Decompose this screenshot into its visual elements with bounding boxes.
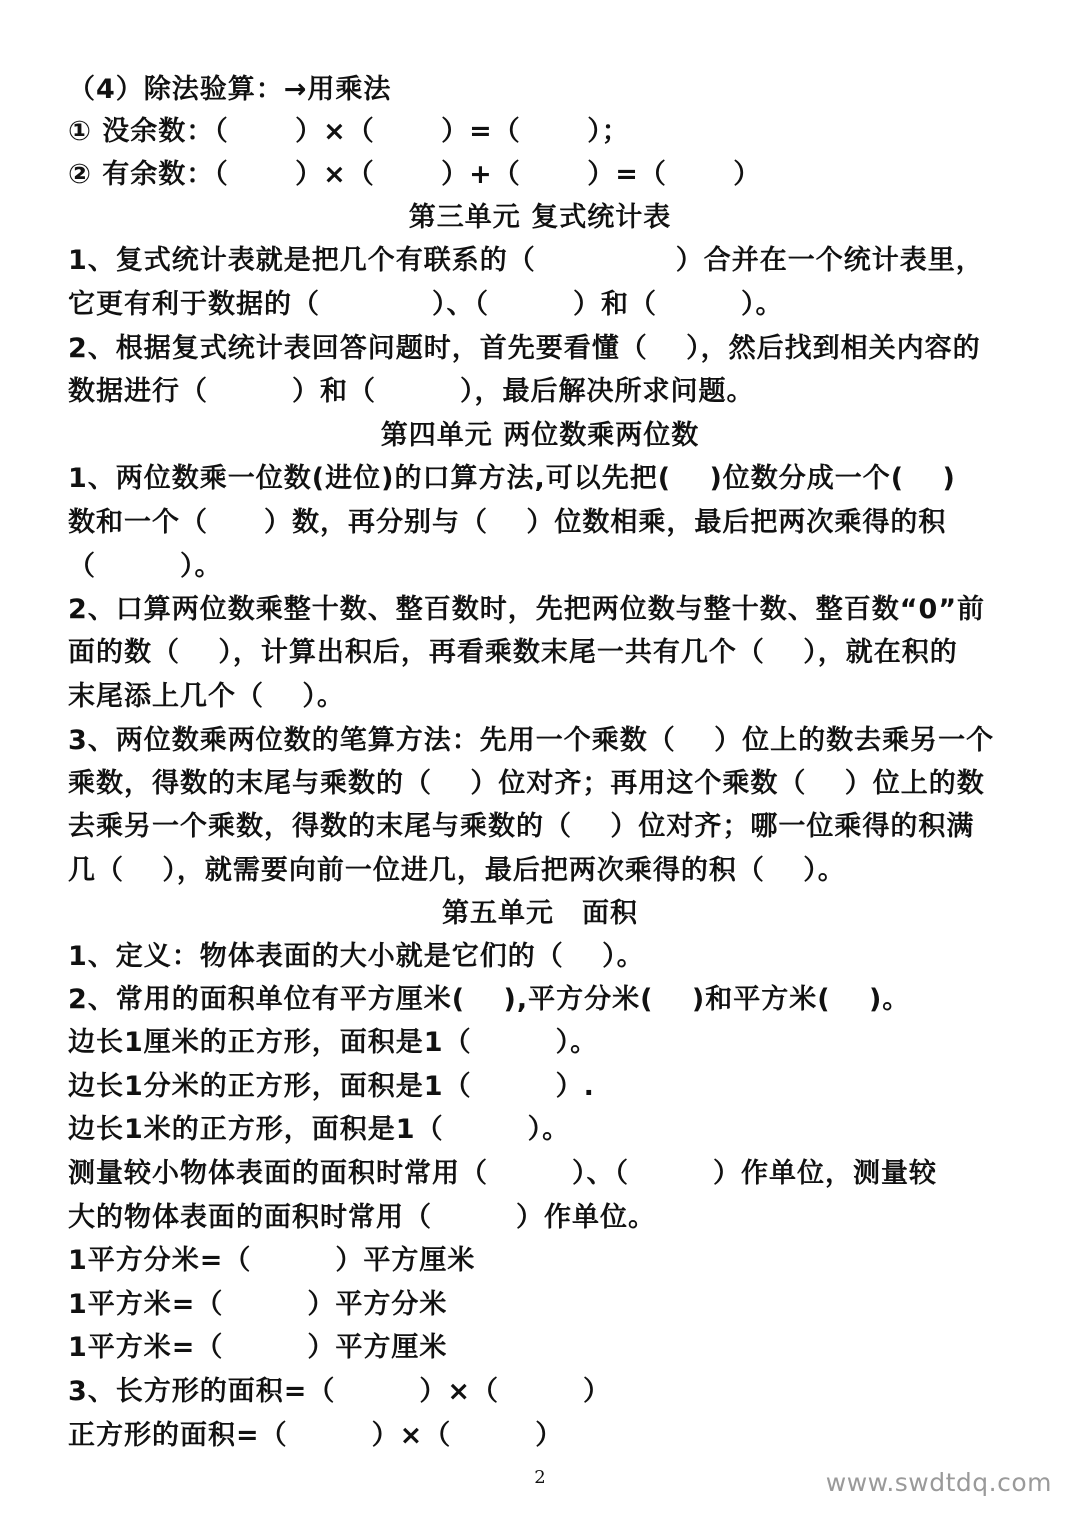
text-line: 1平方米=（ ）平方分米 bbox=[68, 1289, 448, 1320]
text-line: 3、长方形的面积=（ ）×（ ） bbox=[68, 1376, 612, 1407]
text-line: 测量较小物体表面的面积时常用（ ）、（ ）作单位，测量较 bbox=[68, 1158, 937, 1189]
text-line: 几（ ），就需要向前一位进几，最后把两次乘得的积（ ）。 bbox=[68, 855, 846, 886]
section-heading: 第三单元 复式统计表 bbox=[408, 202, 672, 233]
text-line: 末尾添上几个（ ）。 bbox=[68, 681, 345, 712]
text-line: 去乘另一个乘数，得数的末尾与乘数的（ ）位对齐；哪一位乘得的积满 bbox=[68, 811, 975, 842]
watermark: www.swdtdq.com bbox=[825, 1468, 1052, 1497]
text-line: 1、复式统计表就是把几个有联系的（ ）合并在一个统计表里， bbox=[68, 245, 984, 276]
page-number: 2 bbox=[534, 1467, 546, 1488]
text-line: 2、根据复式统计表回答问题时，首先要看懂（ ），然后找到相关内容的 bbox=[68, 333, 981, 364]
text-line: 1、定义：物体表面的大小就是它们的（ ）。 bbox=[68, 941, 645, 972]
text-line: ② 有余数：（ ）×（ ）+（ ）=（ ） bbox=[68, 159, 762, 190]
text-line: 2、口算两位数乘整十数、整百数时，先把两位数与整十数、整百数“0”前 bbox=[68, 594, 986, 625]
text-line: （4）除法验算：→用乘法 bbox=[68, 74, 392, 105]
text-line: 边长1米的正方形，面积是1（ ）。 bbox=[68, 1114, 571, 1145]
text-line: 1平方分米=（ ）平方厘米 bbox=[68, 1245, 476, 1276]
text-line: 大的物体表面的面积时常用（ ）作单位。 bbox=[68, 1202, 656, 1233]
text-line: 边长1厘米的正方形，面积是1（ ）。 bbox=[68, 1027, 599, 1058]
text-line: 乘数，得数的末尾与乘数的（ ）位对齐；再用这个乘数（ ）位上的数 bbox=[68, 768, 985, 799]
text-line: 3、两位数乘两位数的笔算方法：先用一个乘数（ ）位上的数去乘另一个 bbox=[68, 725, 995, 756]
section-heading: 第五单元 面积 bbox=[442, 898, 638, 929]
text-line: （ ）。 bbox=[68, 551, 223, 582]
text-line: 2、常用的面积单位有平方厘米( ),平方分米( )和平方米( )。 bbox=[68, 984, 911, 1015]
section-heading: 第四单元 两位数乘两位数 bbox=[380, 420, 700, 451]
text-line: 面的数（ ），计算出积后，再看乘数末尾一共有几个（ ），就在积的 bbox=[68, 637, 958, 668]
text-line: 边长1分米的正方形，面积是1（ ）. bbox=[68, 1071, 595, 1102]
text-line: 数据进行（ ）和（ ），最后解决所求问题。 bbox=[68, 376, 755, 407]
text-line: 正方形的面积=（ ）×（ ） bbox=[68, 1420, 564, 1451]
text-line: 1、两位数乘一位数(进位)的口算方法,可以先把( )位数分成一个( ) bbox=[68, 463, 956, 494]
text-line: 它更有利于数据的（ ）、（ ）和（ ）。 bbox=[68, 289, 784, 320]
text-line: 数和一个（ ）数，再分别与（ ）位数相乘，最后把两次乘得的积 bbox=[68, 507, 947, 538]
text-line: ① 没余数：（ ）×（ ）=（ ）； bbox=[68, 116, 630, 147]
text-line: 1平方米=（ ）平方厘米 bbox=[68, 1332, 448, 1363]
